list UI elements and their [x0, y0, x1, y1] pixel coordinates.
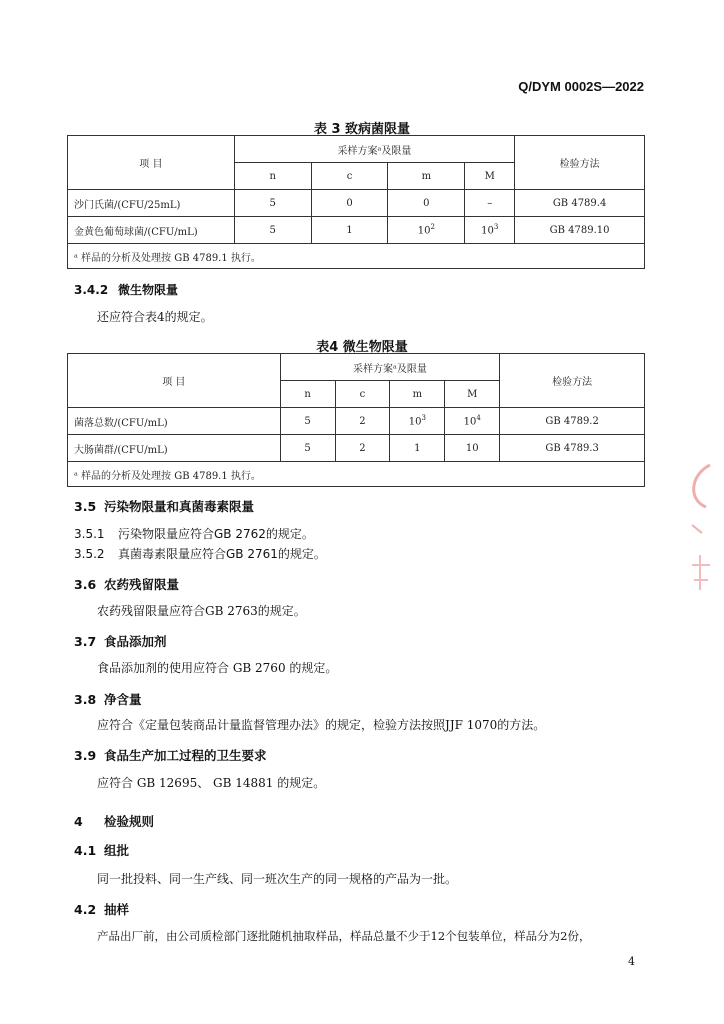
section-3-4-2-body: 还应符合表4的规定。 — [97, 310, 213, 324]
table3-header-m: m — [388, 163, 465, 190]
table-cell-m: 0 — [388, 190, 465, 217]
document-code: Q/DYM 0002S—2022 — [518, 79, 644, 94]
table3-header-n: n — [234, 163, 311, 190]
section-3-8-body: 应符合《定量包装商品计量监督管理办法》的规定，检验方法按照JJF 1070的方法。 — [97, 718, 546, 732]
table4-header-m: m — [390, 381, 445, 408]
section-3-4-2-heading: 3.4.2 微生物限量 — [74, 283, 179, 297]
table-cell-M: 10 — [445, 435, 500, 462]
table-cell-c: 2 — [335, 408, 390, 435]
section-3-5-2: 3.5.2 真菌毒素限量应符合GB 2761的规定。 — [74, 547, 326, 561]
table-cell-c: 2 — [335, 435, 390, 462]
table4-header-M: M — [445, 381, 500, 408]
table-row — [68, 190, 645, 217]
section-3-5-1: 3.5.1 污染物限量应符合GB 2762的规定。 — [74, 527, 314, 541]
table4-header-plan: 采样方案ᵃ及限量 — [280, 354, 500, 381]
table4-header-item: 项 目 — [68, 354, 281, 408]
table4-note: ᵃ 样品的分析及处理按 GB 4789.1 执行。 — [68, 462, 645, 487]
table3 — [67, 135, 645, 269]
table4-header-c: c — [335, 381, 390, 408]
table3-title: 表 3 致病菌限量 — [313, 122, 411, 137]
table-row — [68, 217, 645, 244]
table-cell-item: 沙门氏菌/(CFU/25mL) — [68, 190, 235, 217]
table-cell-M: $10^3$ — [465, 217, 515, 244]
table4-header-method: 检验方法 — [500, 354, 645, 408]
table-cell-M: $10^4$ — [445, 408, 500, 435]
table-cell-m: $10^2$ — [388, 217, 465, 244]
section-4-2-body: 产品出厂前，由公司质检部门逐批随机抽取样品，样品总量不少于12个包装单位，样品分为2份， — [97, 929, 591, 943]
section-3-5-heading: 3.5 污染物限量和真菌毒素限量 — [74, 499, 255, 514]
table-cell-n: 5 — [234, 190, 311, 217]
table-row — [68, 408, 645, 435]
table3-header-M: M — [465, 163, 515, 190]
table3-header-c: c — [311, 163, 388, 190]
table-cell-item: 大肠菌群/(CFU/mL) — [68, 435, 281, 462]
seal-fragment-icon — [680, 455, 724, 615]
section-4-heading: 4 检验规则 — [74, 814, 155, 829]
table-cell-method: GB 4789.4 — [515, 190, 645, 217]
table-cell-m: $10^3$ — [390, 408, 445, 435]
table4-header-n: n — [280, 381, 335, 408]
table-cell-item: 菌落总数/(CFU/mL) — [68, 408, 281, 435]
table4 — [67, 353, 645, 487]
table-row — [68, 435, 645, 462]
section-3-7-body: 食品添加剂的使用应符合 GB 2760 的规定。 — [97, 661, 338, 675]
table-cell-method: GB 4789.10 — [515, 217, 645, 244]
section-3-9-heading: 3.9 食品生产加工过程的卫生要求 — [74, 748, 267, 763]
section-4-1-heading: 4.1 组批 — [74, 843, 130, 858]
section-3-8-heading: 3.8 净含量 — [74, 692, 142, 707]
table4-title: 表4 微生物限量 — [316, 340, 408, 355]
table3-header-plan: 采样方案ᵃ及限量 — [234, 136, 514, 163]
table-cell-n: 5 — [234, 217, 311, 244]
section-4-1-body: 同一批投料、同一生产线、同一班次生产的同一规格的产品为一批。 — [97, 872, 458, 886]
table-cell-c: 0 — [311, 190, 388, 217]
table-cell-c: 1 — [311, 217, 388, 244]
section-3-6-heading: 3.6 农药残留限量 — [74, 577, 180, 592]
table-cell-method: GB 4789.3 — [500, 435, 645, 462]
table3-header-method: 检验方法 — [515, 136, 645, 190]
table-cell-n: 5 — [280, 408, 335, 435]
table-cell-item: 金黄色葡萄球菌/(CFU/mL) — [68, 217, 235, 244]
table-cell-M: – — [465, 190, 515, 217]
table3-header-item: 项 目 — [68, 136, 235, 190]
section-3-7-heading: 3.7 食品添加剂 — [74, 634, 167, 649]
section-4-2-heading: 4.2 抽样 — [74, 902, 130, 917]
table-cell-n: 5 — [280, 435, 335, 462]
section-3-6-body: 农药残留限量应符合GB 2763的规定。 — [97, 604, 306, 618]
section-3-9-body: 应符合 GB 12695、 GB 14881 的规定。 — [97, 776, 326, 790]
table-cell-m: 1 — [390, 435, 445, 462]
table-cell-method: GB 4789.2 — [500, 408, 645, 435]
page-number: 4 — [628, 955, 635, 968]
table3-note: ᵃ 样品的分析及处理按 GB 4789.1 执行。 — [68, 244, 645, 269]
